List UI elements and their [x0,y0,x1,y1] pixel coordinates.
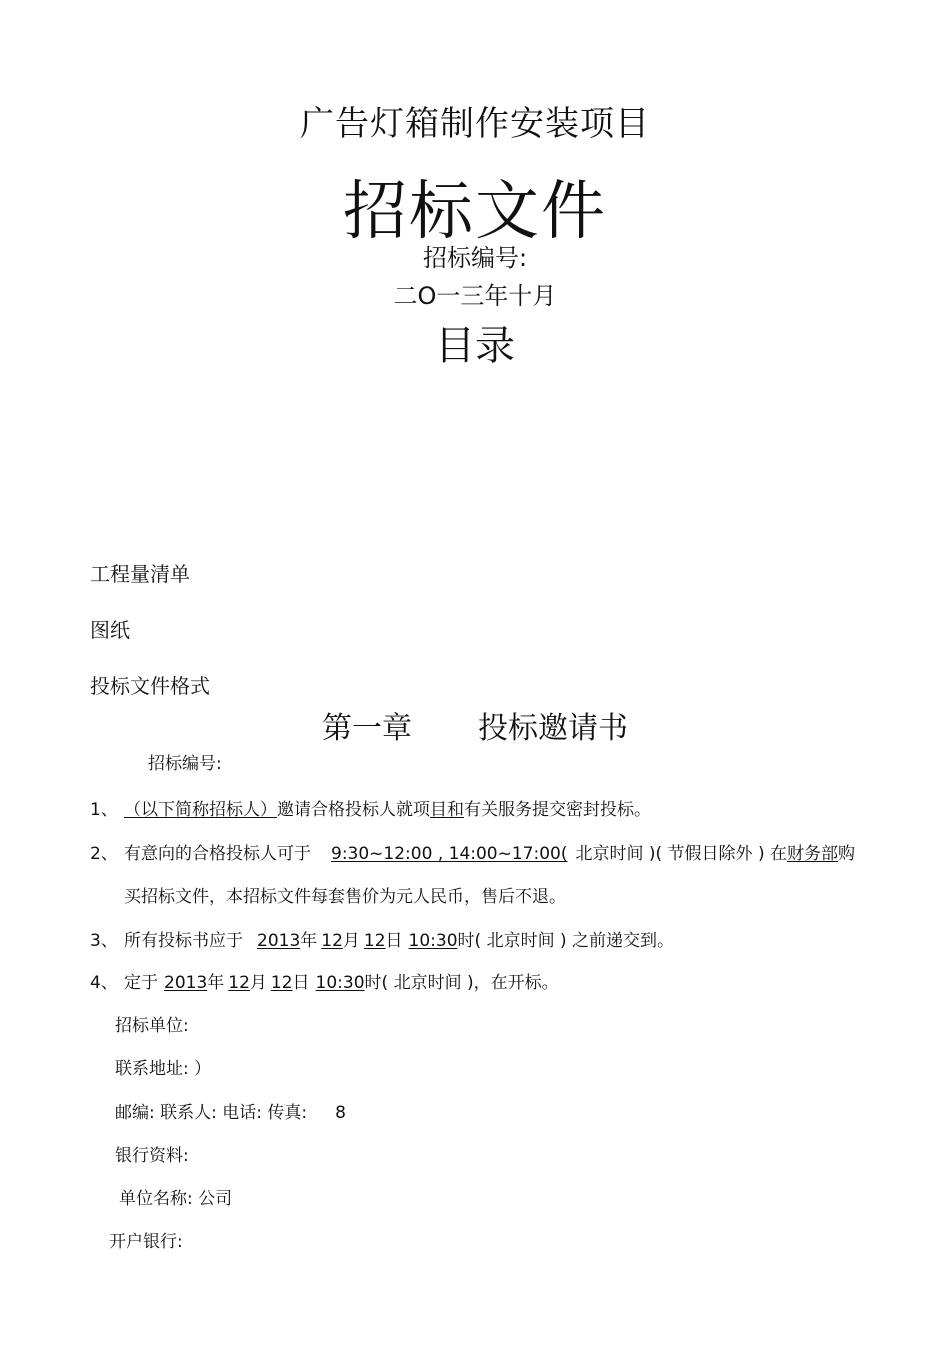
underlined-text: （以下简称招标人） [124,800,277,820]
contact-address: 联系地址: ） [115,1059,212,1079]
opening-year: 2013 [164,973,208,993]
toc-item-drawings: 图纸 [90,618,130,642]
contact-labels: 邮编: 联系人: 电话: 传真: [115,1103,308,1123]
day-label: 日 [385,931,403,951]
clause-number: 3、 [90,931,118,951]
day-label: 日 [292,973,310,993]
chapter-title: 投标邀请书 [478,711,628,746]
clause-3 [90,926,674,951]
opening-day: 12 [270,973,293,993]
clause-text: 时( 北京时间 )，在开标。 [364,973,559,993]
toc-item-bill-of-quantities: 工程量清单 [90,562,190,586]
clause-text: 邀请合格投标人就项 [277,800,430,820]
clause-text: 所有投标书应于 [124,931,243,951]
bank-account: 开户银行: [109,1232,183,1252]
document-date: 二O一三年十月 [393,282,557,310]
clause-number: 4、 [90,973,118,993]
clause-2 [90,839,855,864]
document-title: 招标文件 [343,175,607,249]
year-label: 年 [300,931,318,951]
clause-text: 时( 北京时间 ) 之前递交到。 [457,931,675,951]
clause-1 [90,795,651,820]
clause-text: 有关服务提交密封投标。 [464,800,651,820]
clause-text: 北京时间 )( 节假日除外 ) 在 [575,844,787,864]
unit-name: 单位名称: 公司 [119,1189,233,1209]
opening-time: 10:30 [315,973,365,993]
chapter-heading [0,703,950,747]
sale-location: 财务部 [787,844,838,864]
bid-number-label: 招标编号: [422,244,528,272]
bidding-unit: 招标单位: [115,1016,189,1036]
clause-number: 2、 [90,844,118,864]
clause-2-continuation: 买招标文件，本招标文件每套售价为元人民币，售后不退。 [124,887,566,907]
bank-info: 银行资料: [115,1146,189,1166]
project-title: 广告灯箱制作安装项目 [300,104,650,144]
clause-4 [90,968,559,993]
month-label: 月 [342,931,360,951]
year-label: 年 [207,973,225,993]
underlined-text: 目和 [430,800,464,820]
deadline-day: 12 [363,931,386,951]
fax-value: 8 [335,1103,346,1123]
clause-number: 1、 [90,800,118,820]
deadline-time: 10:30 [408,931,458,951]
invitation-bid-number: 招标编号: [148,754,222,774]
clause-text: 购 [838,844,855,864]
sale-time-range: 9:30~12:00 , 14:00~17:00( [331,844,568,864]
contact-details [115,1098,346,1123]
clause-text: 定于 [124,973,158,993]
clause-text: 有意向的合格投标人可于 [124,844,311,864]
toc-title: 目录 [435,323,515,369]
month-label: 月 [249,973,267,993]
deadline-month: 12 [321,931,343,951]
chapter-number: 第一章 [322,711,412,746]
toc-item-bid-format: 投标文件格式 [90,674,210,698]
deadline-year: 2013 [257,931,301,951]
opening-month: 12 [228,973,250,993]
